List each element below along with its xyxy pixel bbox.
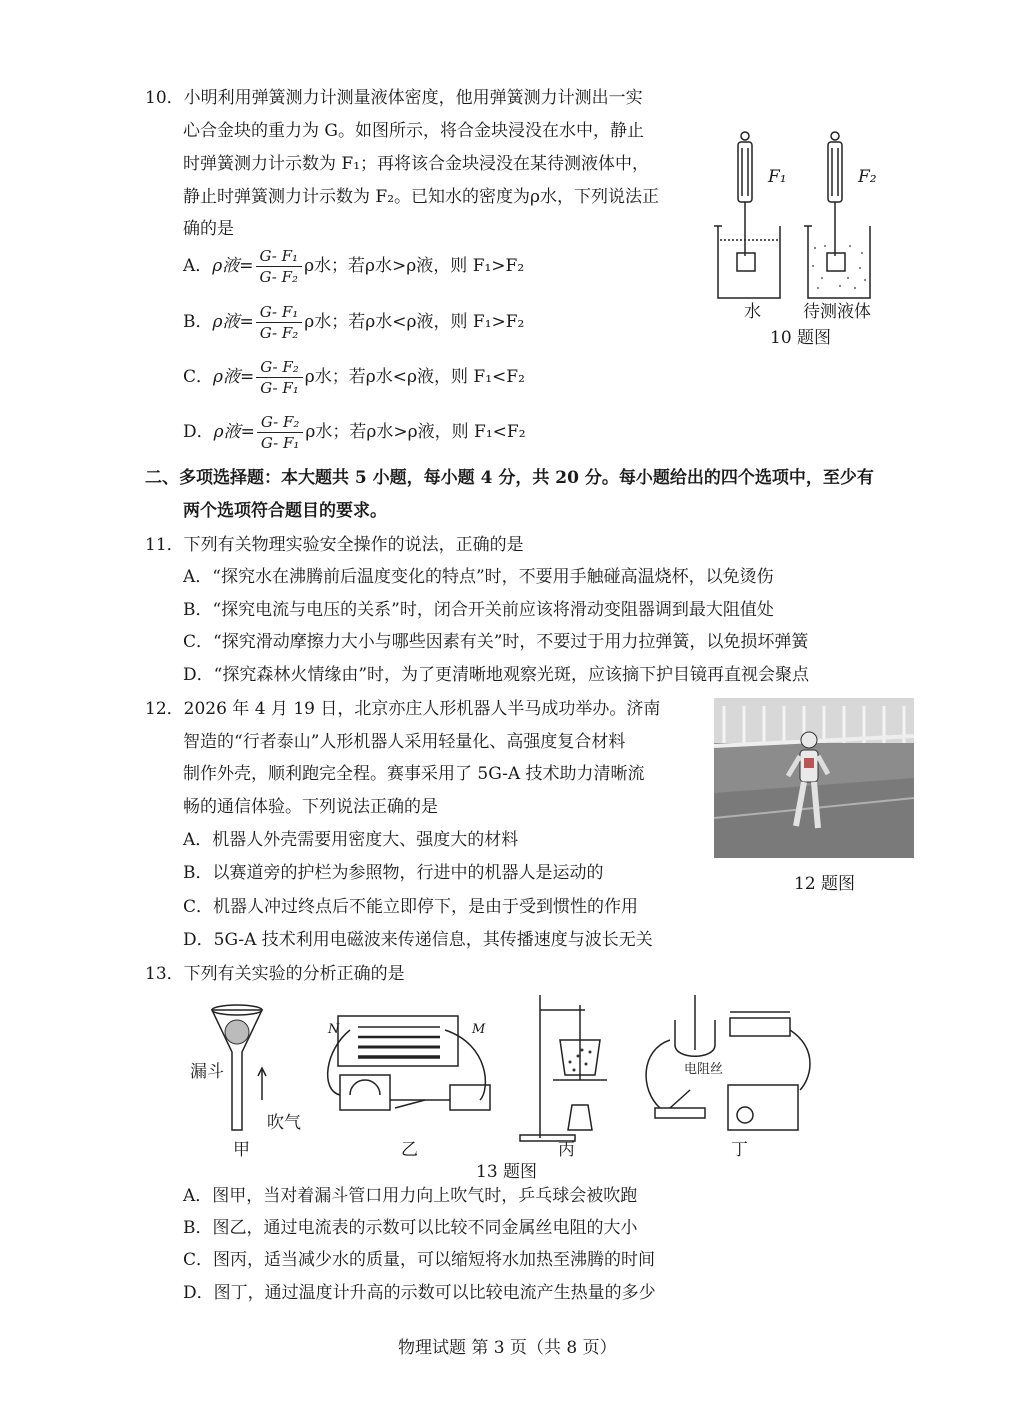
q10-caption: 10 题图 [770, 328, 832, 348]
q12-line-4: 畅的通信体验。下列说法正确的是 [183, 797, 438, 817]
q13-caption: 13 题图 [476, 1162, 538, 1182]
q10-figure [700, 128, 910, 318]
label-liquid: 待测液体 [803, 302, 871, 322]
q10-line-3: 时弹簧测力计示数为 F₁；再将该合金块浸没在某待测液体中， [183, 154, 650, 174]
label-f2: F₂ [858, 167, 877, 187]
q12-line-3: 制作外壳，顺利跑完全程。赛事采用了 5G-A 技术助力清晰流 [183, 764, 645, 784]
q10-option-a: A．ρ液= $\frac{\text{G- F₁}}{\text{G- F₂}}$ ρ水；若ρ水>ρ液，则 F₁>F₂ [183, 247, 525, 286]
label-n: N [328, 1022, 340, 1037]
q11-option-b: B．“探究电流与电压的关系”时，闭合开关前应该将滑动变阻器调到最大阻值处 [183, 600, 774, 620]
label-jia: 甲 [233, 1140, 250, 1160]
q13-option-b: B．图乙，通过电流表的示数可以比较不同金属丝电阻的大小 [183, 1218, 638, 1238]
label-f1: F₁ [768, 167, 787, 187]
label-funnel: 漏斗 [190, 1062, 224, 1082]
q10-line-1: 10．小明利用弹簧测力计测量液体密度，他用弹簧测力计测出一实 [145, 88, 643, 108]
q13-stem: 13．下列有关实验的分析正确的是 [145, 964, 405, 984]
q12-option-d: D．5G-A 技术利用电磁波来传递信息，其传播速度与波长无关 [183, 930, 653, 950]
q10-line-4: 静止时弹簧测力计示数为 F₂。已知水的密度为ρ水，下列说法正 [183, 187, 660, 207]
q10-line-2: 心合金块的重力为 G。如图所示，将合金块浸没在水中，静止 [183, 121, 644, 141]
label-wire: 电阻丝 [684, 1062, 724, 1077]
label-bing: 丙 [558, 1140, 575, 1160]
q13-option-c: C．图丙，适当减少水的质量，可以缩短将水加热至沸腾的时间 [183, 1250, 656, 1270]
q13-option-d: D．图丁，通过温度计升高的示数可以比较电流产生热量的多少 [183, 1283, 656, 1303]
q13-option-a: A．图甲，当对着漏斗管口用力向上吹气时，乒乓球会被吹跑 [183, 1186, 638, 1206]
q12-line-2: 智造的“行者泰山”人形机器人采用轻量化、高强度复合材料 [183, 732, 626, 752]
q12-option-a: A．机器人外壳需要用密度大、强度大的材料 [183, 830, 519, 850]
q10-line-5: 确的是 [183, 219, 234, 239]
section2-line-2: 两个选项符合题目的要求。 [183, 501, 387, 521]
q12-caption: 12 题图 [794, 874, 856, 894]
q12-option-c: C．机器人冲过终点后不能立即停下，是由于受到惯性的作用 [183, 897, 639, 917]
page-footer: 物理试题 第 3 页（共 8 页） [398, 1338, 617, 1358]
label-ding: 丁 [731, 1140, 748, 1160]
q12-option-b: B．以赛道旁的护栏为参照物，行进中的机器人是运动的 [183, 863, 604, 883]
q10-option-d: D．ρ液= $\frac{\text{G- F₂}}{\text{G- F₁}}$ ρ水；若ρ水>ρ液，则 F₁<F₂ [183, 413, 526, 452]
label-water: 水 [744, 302, 761, 322]
q11-option-c: C．“探究滑动摩擦力大小与哪些因素有关”时，不要过于用力拉弹簧，以免损坏弹簧 [183, 632, 809, 652]
label-m: M [472, 1022, 486, 1037]
q11-stem: 11．下列有关物理实验安全操作的说法，正确的是 [145, 535, 524, 555]
robot-photo [714, 698, 914, 858]
q11-option-a: A．“探究水在沸腾前后温度变化的特点”时，不要用手触碰高温烧杯，以免烫伤 [183, 567, 774, 587]
label-blow: 吹气 [267, 1113, 301, 1133]
q10-option-c: C．ρ液= $\frac{\text{G- F₂}}{\text{G- F₁}}$ ρ水；若ρ水<ρ液，则 F₁<F₂ [183, 358, 525, 397]
q12-line-1: 12．2026 年 4 月 19 日，北京亦庄人形机器人半马成功举办。济南 [145, 699, 661, 719]
q11-option-d: D．“探究森林火情缘由”时，为了更清晰地观察光斑，应该摘下护目镜再直视会聚点 [183, 665, 810, 685]
section2-line-1: 二、多项选择题：本大题共 5 小题，每小题 4 分，共 20 分。每小题给出的四个选项中，至少有 [145, 468, 874, 488]
q10-option-b: B．ρ液= $\frac{\text{G- F₁}}{\text{G- F₂}}$ ρ水；若ρ水<ρ液，则 F₁>F₂ [183, 303, 525, 342]
label-yi: 乙 [401, 1140, 418, 1160]
